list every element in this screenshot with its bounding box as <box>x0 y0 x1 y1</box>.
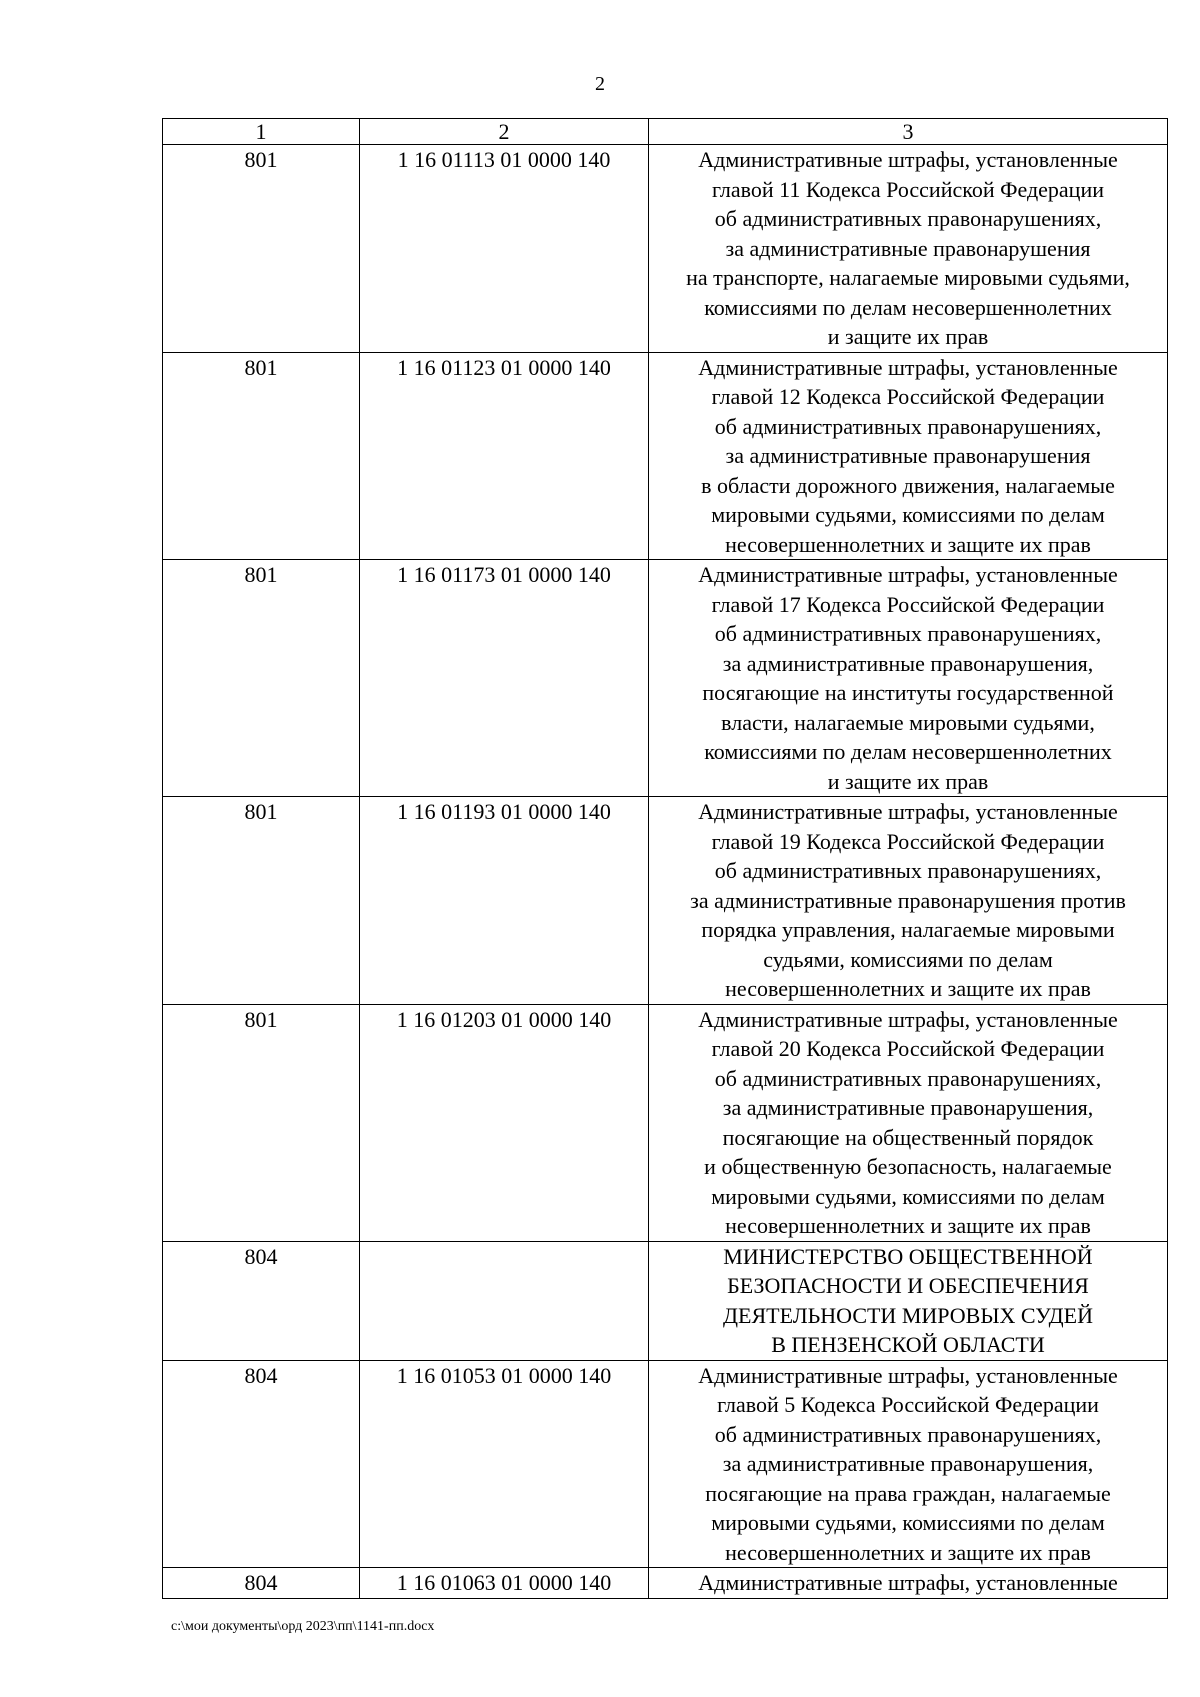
admin-code-cell: 804 <box>163 1568 360 1599</box>
description-cell: Административные штрафы, установленные главой 19 Кодекса Российской Федерации об административных правонарушениях, за административные правонарушения против порядка управления, налагаемые мировыми судьями, комиссиями по делам несовершеннолетних и защите их прав <box>649 797 1168 1005</box>
admin-code-cell: 804 <box>163 1241 360 1360</box>
table-header-row <box>163 119 1168 145</box>
admin-code-cell: 804 <box>163 1360 360 1568</box>
kbk-code-cell: 1 16 01123 01 0000 140 <box>360 352 649 560</box>
budget-code-table <box>162 118 1168 1599</box>
ministry-heading-cell: МИНИСТЕРСТВО ОБЩЕСТВЕННОЙ БЕЗОПАСНОСТИ И ОБЕСПЕЧЕНИЯ ДЕЯТЕЛЬНОСТИ МИРОВЫХ СУДЕЙ В ПЕНЗЕНСКОЙ ОБЛАСТИ <box>649 1241 1168 1360</box>
admin-code-cell: 801 <box>163 352 360 560</box>
table-row <box>163 560 1168 797</box>
file-path-footer: c:\мои документы\орд 2023\пп\1141-пп.docx <box>171 1619 435 1634</box>
page-number: 2 <box>595 73 605 95</box>
table-row <box>163 352 1168 560</box>
description-cell: Административные штрафы, установленные главой 17 Кодекса Российской Федерации об административных правонарушениях, за административные правонарушения, посягающие на институты государственной власти, налагаемые мировыми судьями, комиссиями по делам несовершеннолетних и защите их прав <box>649 560 1168 797</box>
kbk-code-cell: 1 16 01173 01 0000 140 <box>360 560 649 797</box>
admin-code-cell: 801 <box>163 797 360 1005</box>
header-cell-1: 1 <box>163 119 360 145</box>
kbk-code-cell: 1 16 01053 01 0000 140 <box>360 1360 649 1568</box>
description-cell: Административные штрафы, установленные главой 20 Кодекса Российской Федерации об административных правонарушениях, за административные правонарушения, посягающие на общественный порядок и общественную безопасность, налагаемые мировыми судьями, комиссиями по делам несовершеннолетних и защите их прав <box>649 1004 1168 1241</box>
kbk-code-cell: 1 16 01193 01 0000 140 <box>360 797 649 1005</box>
header-cell-3: 3 <box>649 119 1168 145</box>
description-cell: Административные штрафы, установленные главой 5 Кодекса Российской Федерации об административных правонарушениях, за административные правонарушения, посягающие на права граждан, налагаемые мировыми судьями, комиссиями по делам несовершеннолетних и защите их прав <box>649 1360 1168 1568</box>
kbk-code-cell: 1 16 01063 01 0000 140 <box>360 1568 649 1599</box>
admin-code-cell: 801 <box>163 560 360 797</box>
table-row <box>163 797 1168 1005</box>
description-cell: Административные штрафы, установленные главой 12 Кодекса Российской Федерации об административных правонарушениях, за административные правонарушения в области дорожного движения, налагаемые мировыми судьями, комиссиями по делам несовершеннолетних и защите их прав <box>649 352 1168 560</box>
kbk-code-cell <box>360 1241 649 1360</box>
table-row <box>163 1004 1168 1241</box>
table-row <box>163 1360 1168 1568</box>
kbk-code-cell: 1 16 01113 01 0000 140 <box>360 145 649 353</box>
admin-code-cell: 801 <box>163 145 360 353</box>
description-cell: Административные штрафы, установленные <box>649 1568 1168 1599</box>
table-row <box>163 1241 1168 1360</box>
kbk-code-cell: 1 16 01203 01 0000 140 <box>360 1004 649 1241</box>
table-row <box>163 1568 1168 1599</box>
table-row <box>163 145 1168 353</box>
admin-code-cell: 801 <box>163 1004 360 1241</box>
header-cell-2: 2 <box>360 119 649 145</box>
description-cell: Административные штрафы, установленные главой 11 Кодекса Российской Федерации об административных правонарушениях, за административные правонарушения на транспорте, налагаемые мировыми судьями, комиссиями по делам несовершеннолетних и защите их прав <box>649 145 1168 353</box>
